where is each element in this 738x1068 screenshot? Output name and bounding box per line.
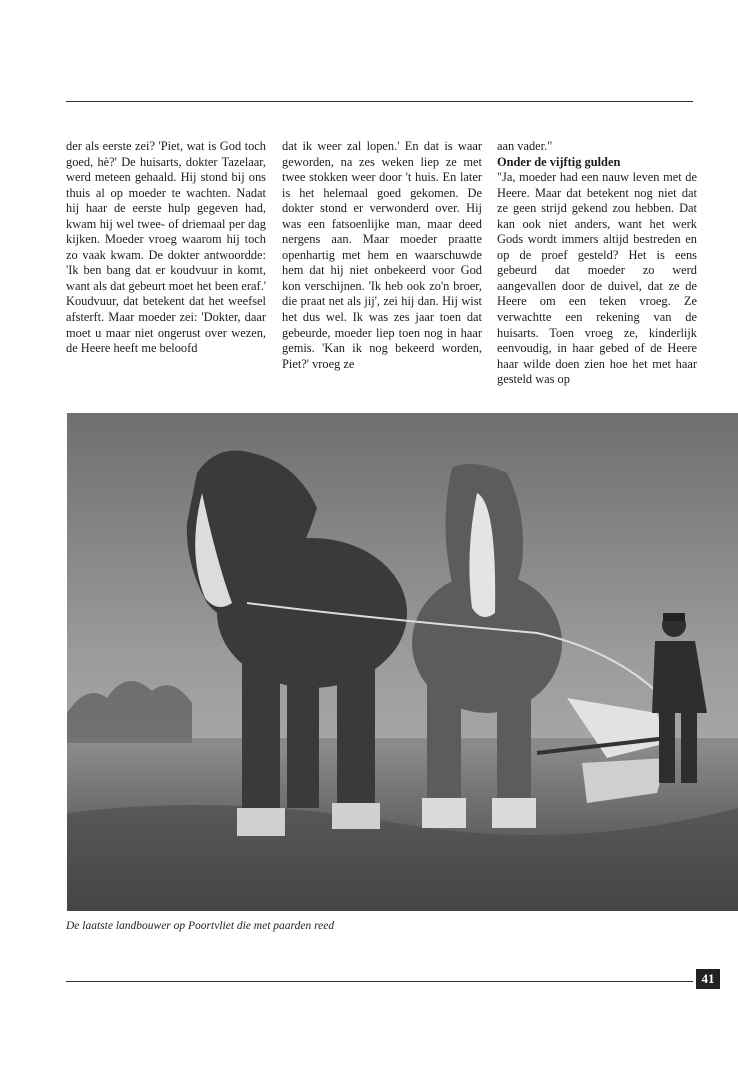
text-column-3 xyxy=(497,139,697,388)
photo-caption: De laatste landbouwer op Poortvliet die met paarden reed xyxy=(66,920,335,932)
column-1-text: der als eerste zei? 'Piet, wat is God toch goed, hè?' De huisarts, dokter Tazelaar, werd meteen gehaald. Hij stond bij ons thuis al op moeder te wachten. Nadat hij haar de eerste hulp gegeven had, kwam hij wel twee- of driemaal per dag kijken. Moeder vroeg waarom hij toch zo vaak kwam. De dokter antwoordde: 'Ik ben bang dat er koudvuur in komt, want als dat gebeurt moet het been eraf.' Koudvuur, dat betekent dat het weefsel afsterft. Maar moeder zei: 'Dokter, daar moet u maar niet ongerust over wezen, de Heere heeft me beloofd xyxy=(66,139,266,356)
top-rule xyxy=(66,101,693,102)
column-3-intro: aan vader." xyxy=(497,139,553,153)
text-column-2 xyxy=(282,139,482,372)
section-heading: Onder de vijftig gulden xyxy=(497,154,621,169)
text-column-1 xyxy=(66,139,266,357)
page-number: 41 xyxy=(696,969,720,989)
column-2-text: dat ik weer zal lopen.' En dat is waar geworden, na zes weken liep ze met twee stokken weer door 't huis. En later is het helemaal goed gekomen. De dokter stond er verwonderd over. Hij was een fatsoenlijke man, maar deed nergens aan. Maar moeder praatte openhartig met hem en waarschuwde hem dat hij niet onbekeerd voor God kon verschijnen. 'Ik heb ook zo'n broer, die praat net als jij', zei hij dan. Hij wist het dus wel. Ik was zes jaar toen dat gebeurde, moeder liep toen nog in haar gemis. 'Kan ik nog bekeerd worden, Piet?' vroeg ze xyxy=(282,139,482,371)
bottom-rule xyxy=(66,981,693,982)
photo-horses-plough xyxy=(67,413,738,911)
column-3-text: "Ja, moeder had een nauw leven met de Heere. Maar dat betekent nog niet dat ze geen strijd gekend zou hebben. Dat kan ook niet anders, want het werk Gods wordt immers altijd bestreden en op de proef gesteld? Het is eens gebeurd dat moeder zo werd aangevallen door de duivel, dat ze de Heere om een teken vroeg. Ze verwachtte een rekening van de huisarts. Toen vroeg ze, kinderlijk eenvoudig, in haar gebed of de Heere haar wilde doen zien hoe het met haar gesteld was op xyxy=(497,170,697,387)
